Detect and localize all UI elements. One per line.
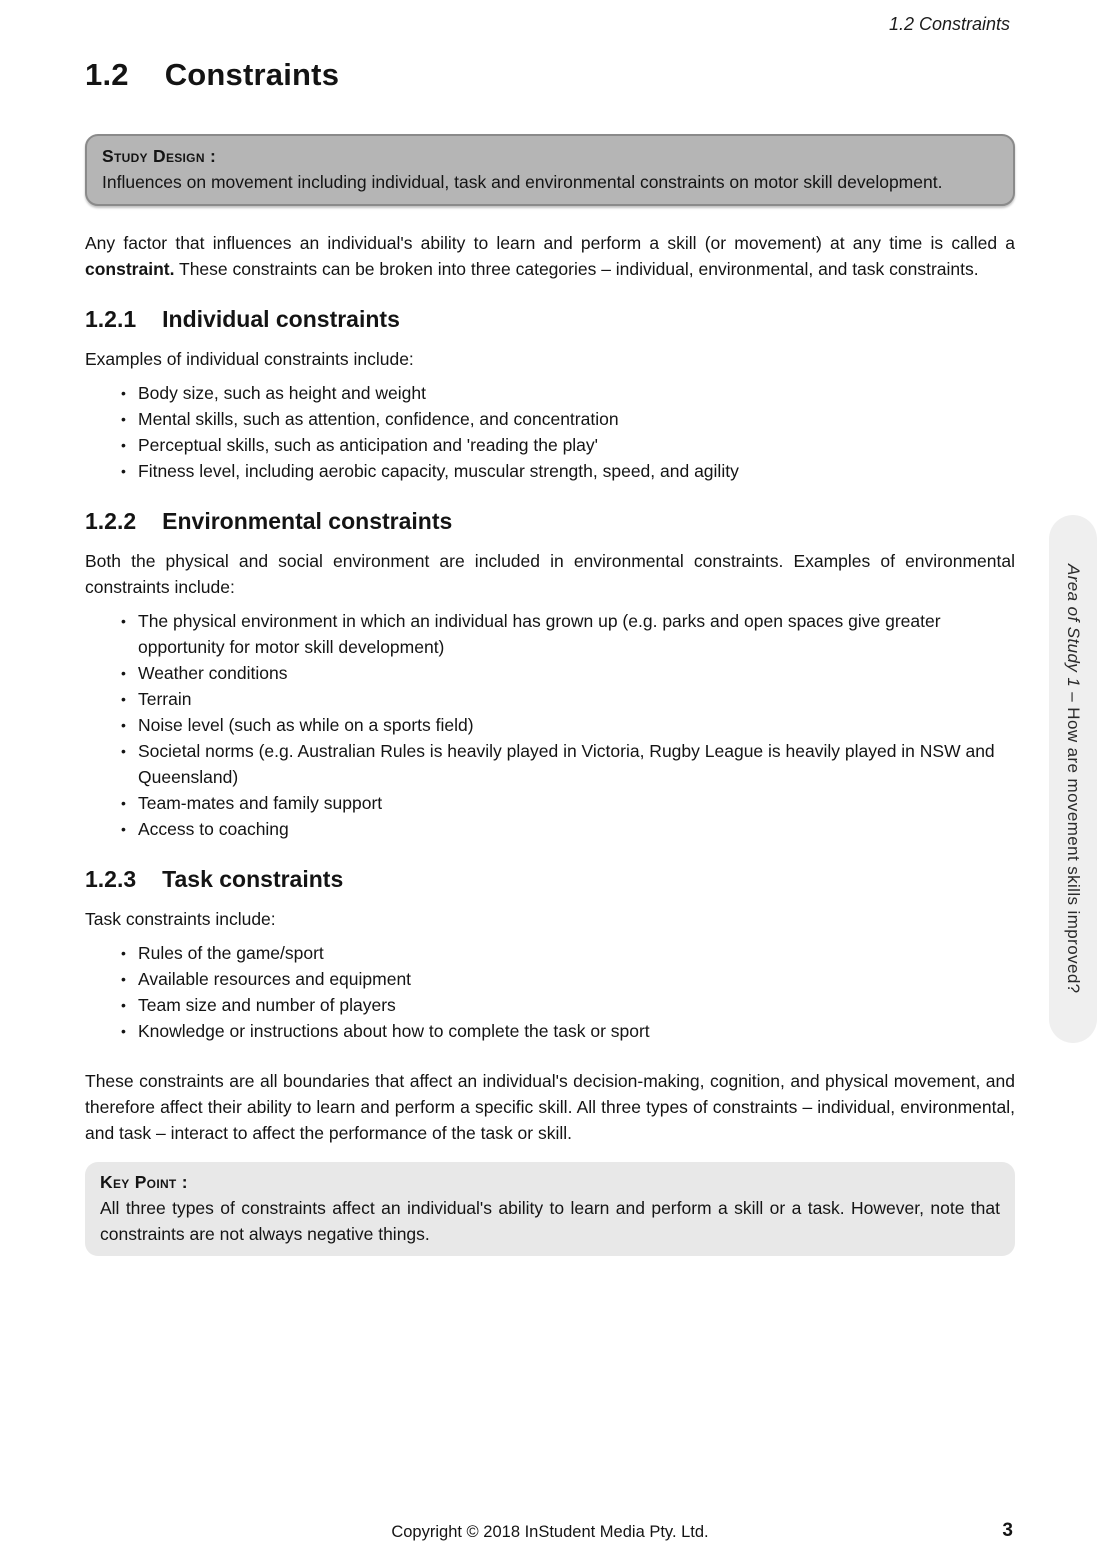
bullet-list [85, 608, 1015, 842]
side-tab-area-of-study [1049, 515, 1097, 1043]
section-task-constraints [85, 864, 1015, 1044]
study-design-label: Study Design : [102, 146, 217, 166]
bullet-item: • Available resources and equipment [138, 966, 1015, 992]
section-lead: Examples of individual constraints include: [85, 349, 414, 369]
side-tab-text [1063, 564, 1083, 994]
section-heading [85, 506, 1015, 536]
bullet-item: • Rules of the game/sport [138, 940, 1015, 966]
bullet-item: • Knowledge or instructions about how to complete the task or sport [138, 1018, 1015, 1044]
bullet-item: • Societal norms (e.g. Australian Rules is heavily played in Victoria, Rugby League is heavily played in NSW and Queensland) [138, 738, 1015, 790]
section-title-text: Individual constraints [162, 306, 400, 332]
page-footer [85, 1520, 1015, 1542]
section-lead: Task constraints include: [85, 909, 276, 929]
bullet-list [85, 940, 1015, 1044]
bullet-item: • The physical environment in which an individual has grown up (e.g. parks and open spaces give greater opportunity for motor skill development) [138, 608, 1015, 660]
section-individual-constraints [85, 304, 1015, 484]
study-design-text: Influences on movement including individual, task and environmental constraints on motor skill development. [102, 172, 943, 192]
section-heading [85, 864, 1015, 894]
bullet-item: • Terrain [138, 686, 1015, 712]
intro-pre: Any factor that influences an individual's ability to learn and perform a skill (or movement) at any time is called a [85, 233, 1015, 253]
key-point-text: All three types of constraints affect an individual's ability to learn and perform a skill or a task. However, note that constraints are not always negative things. [100, 1198, 1000, 1244]
running-header: 1.2 Constraints [888, 14, 1010, 34]
bullet-item: • Team size and number of players [138, 992, 1015, 1018]
bullet-item: • Weather conditions [138, 660, 1015, 686]
page-title-number: 1.2 [85, 57, 129, 92]
bullet-item: • Access to coaching [138, 816, 1015, 842]
section-number: 1.2.3 [85, 866, 137, 892]
page-title-text: Constraints [164, 57, 340, 92]
closing-paragraph: These constraints are all boundaries that affect an individual's decision-making, cognition, and physical movement, and therefore affect their ability to learn and perform a specific skill. All three types of constraints – individual, environmental, and task – interact to affect the performance of the task or skill. [85, 1071, 1015, 1143]
side-tab-italic-part: Area of Study 1 [1064, 564, 1083, 688]
section-number: 1.2.1 [85, 306, 137, 332]
section-title-text: Task constraints [162, 866, 344, 892]
page-title [85, 56, 1015, 94]
bullet-item: • Team-mates and family support [138, 790, 1015, 816]
section-lead: Both the physical and social environment are included in environmental constraints. Examples of environmental constraints include: [85, 551, 1015, 597]
section-title-text: Environmental constraints [162, 508, 453, 534]
intro-post: These constraints can be broken into three categories – individual, environmental, and task constraints. [174, 259, 979, 279]
side-tab-separator: – [1064, 687, 1083, 708]
section-environmental-constraints [85, 506, 1015, 842]
copyright-text: Copyright © 2018 InStudent Media Pty. Ltd. [391, 1523, 709, 1541]
intro-bold-term: constraint. [85, 259, 175, 279]
bullet-list [85, 380, 1015, 484]
key-point-box [85, 1162, 1015, 1256]
bullet-item: • Fitness level, including aerobic capacity, muscular strength, speed, and agility [138, 458, 1015, 484]
intro-paragraph [85, 230, 1015, 282]
bullet-item: • Noise level (such as while on a sports field) [138, 712, 1015, 738]
bullet-item: • Body size, such as height and weight [138, 380, 1015, 406]
section-heading [85, 304, 1015, 334]
bullet-item: • Perceptual skills, such as anticipation and 'reading the play' [138, 432, 1015, 458]
key-point-label: Key Point : [100, 1172, 188, 1192]
study-design-box [85, 134, 1015, 206]
section-number: 1.2.2 [85, 508, 137, 534]
bullet-item: • Mental skills, such as attention, confidence, and concentration [138, 406, 1015, 432]
side-tab-question-part: How are movement skills improved? [1064, 707, 1083, 994]
page-number: 3 [1002, 1520, 1013, 1541]
